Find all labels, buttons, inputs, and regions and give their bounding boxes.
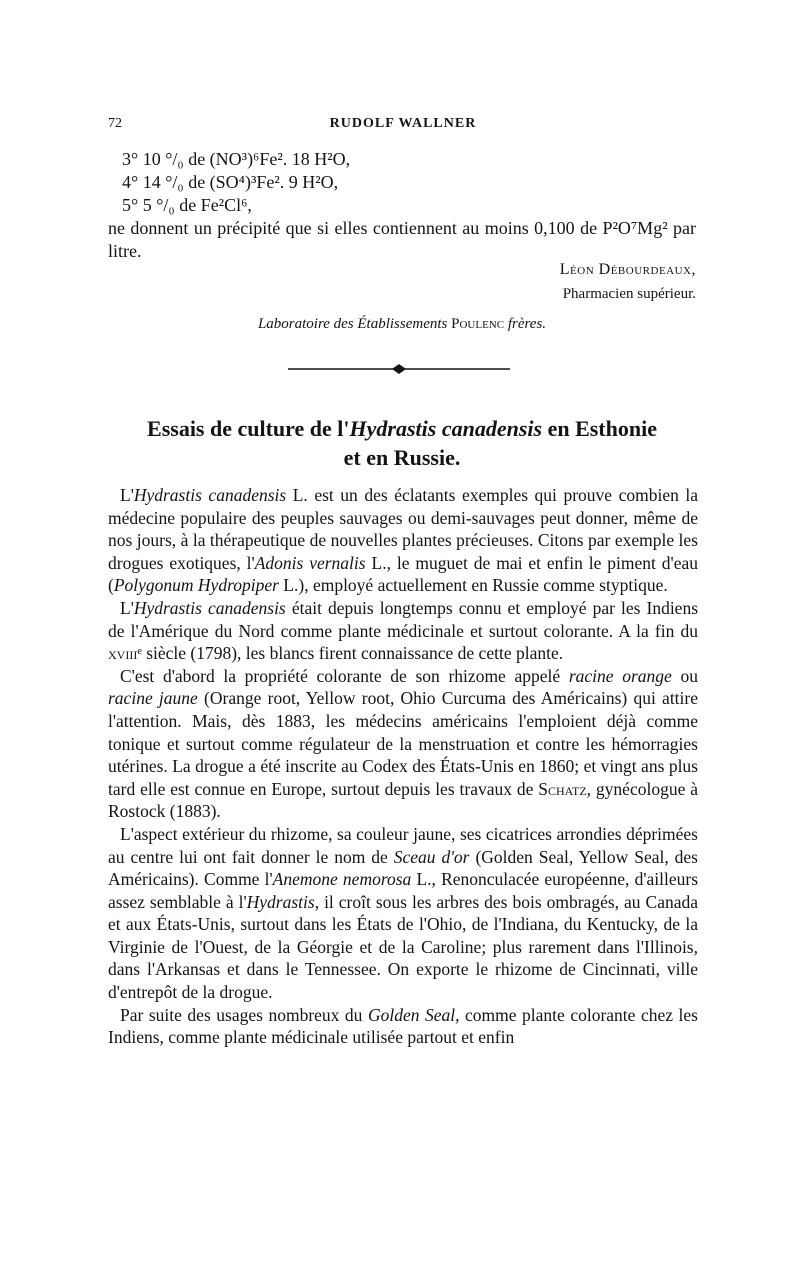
page-number: 72 [108, 116, 122, 131]
paragraph: Par suite des usages nombreux du Golden Seal, comme plante colorante chez les Indiens, comme plante médicinale utilisée partout et enfin [108, 1004, 698, 1048]
author-signature: Léon Débourdeaux, [559, 261, 696, 278]
author-title: Pharmacien supérieur. [562, 286, 696, 302]
list-item: 4° 14 °/₀ de (SO⁴)³Fe². 9 H²O, [122, 172, 339, 192]
paragraph: L'Hydrastis canadensis L. est un des éclatants exemples qui prouve combien la médecine populaire des peuples sauvages ou demi-sauvages peut donner, même de nos jours, à la thérapeutique de nouvelles plantes précieuses. Citons par exemple les drogues exotiques, l'Adonis vernalis L., le muguet de mai et enfin le piment d'eau (Polygonum Hydropiper L.), employé actuellement en Russie comme styptique. [108, 485, 698, 596]
paragraph: L'Hydrastis canadensis était depuis longtemps connu et employé par les Indiens de l'Amérique du Nord comme plante médicinale et surtout colorante. A la fin du xviiiᵉ siècle (1798), les blancs firent connaissance de cette plante. [108, 597, 699, 664]
species-name: Hydrastis canadensis [349, 416, 543, 441]
laboratory-affiliation: Laboratoire des Établissements Poulenc frères. [257, 316, 547, 332]
article-body [108, 484, 698, 1049]
reagent-list [112, 148, 672, 217]
running-header-author: RUDOLF WALLNER [329, 116, 477, 131]
list-item: 5° 5 °/₀ de Fe²Cl⁶, [122, 195, 252, 215]
list-item: 3° 10 °/₀ de (NO³)⁶Fe². 18 H²O, [122, 149, 351, 169]
paragraph: L'aspect extérieur du rhizome, sa couleur jaune, ses cicatrices arrondies déprimées au centre lui ont fait donner le nom de Sceau d'or (Golden Seal, Yellow Seal, des Américains). Comme l'Anemone nemorosa L., Renonculacée européenne, d'ailleurs assez semblable à l'Hydrastis, il croît sous les arbres des bois ombragés, au Canada et aux États-Unis, surtout dans les États de l'Ohio, de l'Indiana, du Kentucky, de la Virginie de l'Ouest, de la Géorgie et de la Caroline; plus rarement dans l'Illinois, dans l'Arkansas et dans le Tennessee. On exporte le rhizome de Cincinnati, ville d'entrepôt de la drogue. [108, 823, 699, 1003]
article-title: Essais de culture de l'Hydrastis canadensis en Esthonie et en Russie. [147, 416, 657, 470]
running-header [108, 116, 698, 138]
paragraph: C'est d'abord la propriété colorante de son rhizome appelé racine orange ou racine jaune (Orange root, Yellow root, Ohio Curcuma des Américains) qui attire l'attention. Mais, dès 1883, les médecins américains l'emploient déjà comme tonique et surtout comme régulateur de la menstruation et contre les hémorragies utérines. La drogue a été inscrite au Codex des États-Unis en 1860; et vingt ans plus tard elle est connue en Europe, surtout depuis les travaux de Schatz, gynécologue à Rostock (1883). [108, 665, 698, 822]
continuation-text: ne donnent un précipité que si elles contiennent au moins 0,100 de P²O⁷Mg² par litre. [108, 218, 696, 261]
section-separator [288, 362, 510, 376]
